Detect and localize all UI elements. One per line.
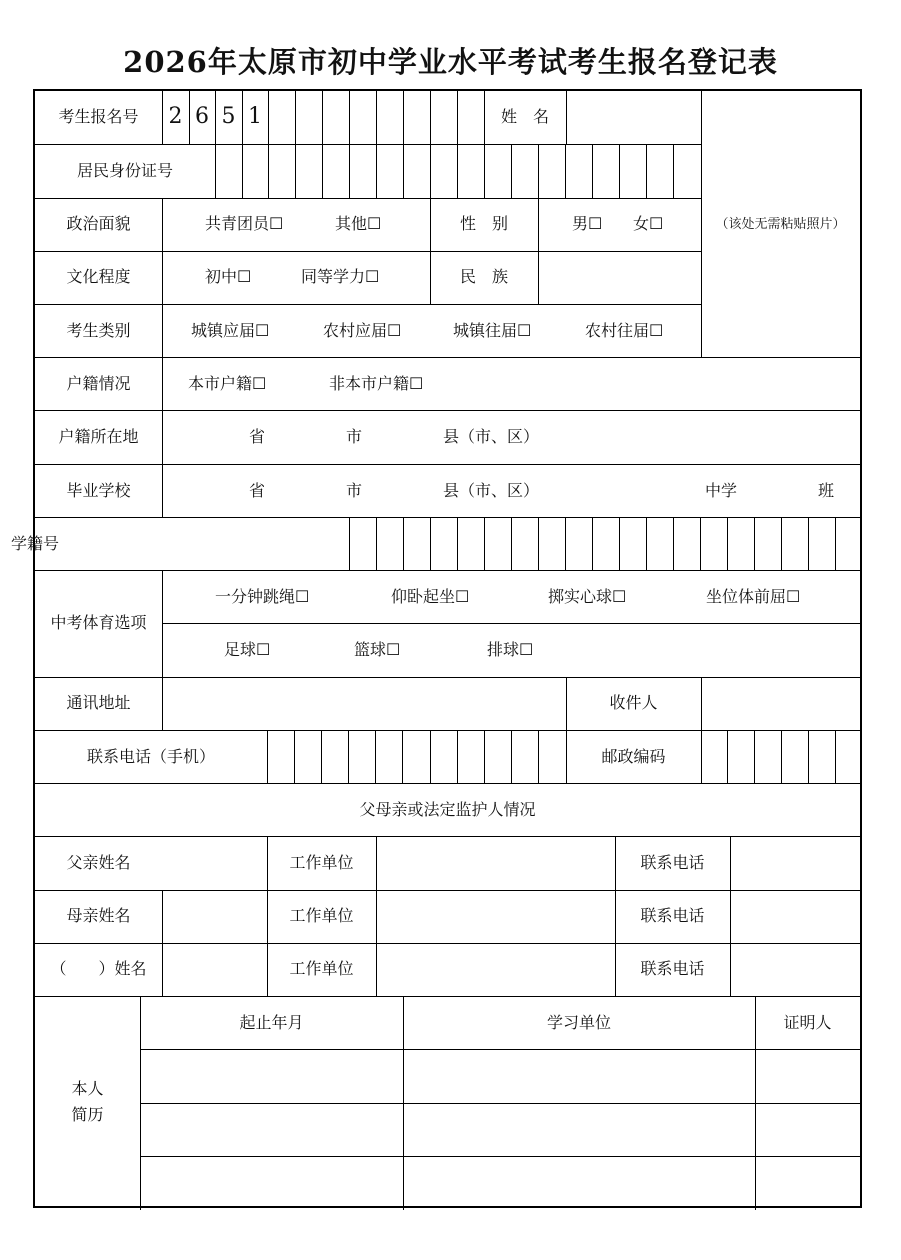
col-line: [162, 570, 163, 730]
col-line: [376, 144, 377, 198]
other-guardian-work-label: 工作单位: [289, 959, 354, 978]
col-line: [484, 517, 485, 570]
hukou-location-label: 户籍所在地: [58, 427, 139, 446]
ethnicity-label: 民 族: [459, 267, 508, 286]
col-line: [430, 91, 431, 144]
col-line: [673, 144, 674, 198]
id-number-label: 居民身份证号: [76, 161, 173, 180]
col-line: [566, 91, 567, 144]
reg-digit-2: 6: [195, 104, 209, 129]
col-line: [215, 144, 216, 198]
row-line: [35, 730, 860, 731]
other-guardian-phone-label: 联系电话: [640, 959, 705, 978]
col-line: [727, 517, 728, 570]
category-option-urban-previous[interactable]: 城镇往届☐: [453, 321, 532, 340]
col-line: [592, 517, 593, 570]
registration-form: [10, 89, 862, 1208]
pe-option-sit-ups[interactable]: 仰卧起坐☐: [391, 587, 470, 606]
col-line: [808, 730, 809, 783]
col-line: [835, 730, 836, 783]
father-work-label: 工作单位: [289, 853, 354, 872]
row-line: [35, 836, 860, 837]
hukou-city-suffix: 市: [346, 427, 363, 446]
col-line: [295, 144, 296, 198]
row-line: [35, 357, 860, 358]
col-line: [321, 730, 322, 783]
col-line: [294, 730, 295, 783]
col-line: [322, 144, 323, 198]
col-line: [754, 517, 755, 570]
col-line: [376, 836, 377, 996]
col-line: [403, 144, 404, 198]
address-label: 通讯地址: [66, 693, 131, 712]
row-line: [140, 1049, 860, 1050]
row-line: [162, 623, 860, 624]
col-line: [754, 730, 755, 783]
col-line: [701, 730, 702, 783]
reg-number-label: 考生报名号: [58, 107, 139, 126]
row-line: [140, 1103, 860, 1104]
category-option-urban-current[interactable]: 城镇应届☐: [191, 321, 270, 340]
mother-phone-label: 联系电话: [640, 906, 705, 925]
resume-label-line2: 简历: [71, 1105, 104, 1124]
school-province-suffix: 省: [249, 481, 266, 500]
hukou-county-suffix: 县（市、区）: [443, 427, 540, 446]
category-option-rural-current[interactable]: 农村应届☐: [323, 321, 402, 340]
col-line: [781, 730, 782, 783]
political-option-other[interactable]: 其他☐: [335, 214, 382, 233]
col-line: [430, 144, 431, 198]
row-line: [35, 996, 860, 997]
col-line: [268, 144, 269, 198]
pe-option-volleyball[interactable]: 排球☐: [487, 640, 534, 659]
reg-digit-4: 1: [248, 104, 262, 129]
household-label: 户籍情况: [66, 374, 131, 393]
pe-options-label: 中考体育选项: [50, 613, 147, 632]
row-line: [35, 144, 701, 145]
col-line: [538, 517, 539, 570]
reg-digit-1: 2: [168, 104, 183, 129]
mother-name-label: 母亲姓名: [66, 906, 131, 925]
pe-option-rope-skipping[interactable]: 一分钟跳绳☐: [215, 587, 310, 606]
row-line: [35, 517, 860, 518]
guardian-section-header: 父母亲或法定监护人情况: [359, 800, 536, 819]
household-option-nonlocal[interactable]: 非本市户籍☐: [329, 374, 424, 393]
col-line: [457, 517, 458, 570]
recipient-label: 收件人: [609, 693, 658, 712]
row-line: [35, 464, 860, 465]
father-phone-label: 联系电话: [640, 853, 705, 872]
political-label: 政治面貌: [66, 214, 131, 233]
other-guardian-name-label: （ ）姓名: [50, 959, 147, 978]
political-option-league[interactable]: 共青团员☐: [205, 214, 284, 233]
col-line: [781, 517, 782, 570]
education-option-equivalent[interactable]: 同等学力☐: [301, 267, 380, 286]
hukou-province-suffix: 省: [249, 427, 266, 446]
row-line: [35, 677, 860, 678]
col-line: [430, 730, 431, 783]
form-title: 2026年太原市初中学业水平考试考生报名登记表: [123, 45, 778, 79]
col-line: [592, 144, 593, 198]
col-line: [538, 144, 539, 198]
col-line: [727, 730, 728, 783]
resume-period-header: 起止年月: [239, 1013, 304, 1032]
col-line: [511, 730, 512, 783]
col-line: [162, 410, 163, 517]
gender-label: 性 别: [459, 214, 508, 233]
col-line: [565, 144, 566, 198]
col-line: [835, 517, 836, 570]
col-line: [457, 144, 458, 198]
resume-witness-header: 证明人: [783, 1013, 832, 1032]
category-label: 考生类别: [66, 321, 131, 340]
school-middle-suffix: 中学: [705, 481, 738, 500]
household-option-local[interactable]: 本市户籍☐: [188, 374, 267, 393]
education-label: 文化程度: [66, 267, 131, 286]
col-line: [538, 730, 539, 783]
pe-option-football[interactable]: 足球☐: [224, 640, 271, 659]
school-label: 毕业学校: [66, 481, 131, 500]
col-line: [403, 517, 404, 570]
col-line: [457, 730, 458, 783]
row-line: [35, 570, 860, 571]
col-line: [511, 144, 512, 198]
col-line: [538, 198, 539, 304]
col-line: [730, 836, 731, 996]
category-option-rural-previous[interactable]: 农村往届☐: [585, 321, 664, 340]
school-city-suffix: 市: [346, 481, 363, 500]
col-line: [430, 517, 431, 570]
name-label: 姓 名: [500, 107, 549, 126]
row-line: [35, 304, 701, 305]
postcode-label: 邮政编码: [601, 747, 666, 766]
school-county-suffix: 县（市、区）: [443, 481, 540, 500]
col-line: [402, 730, 403, 783]
resume-label-line1: 本人: [71, 1079, 104, 1098]
col-line: [484, 144, 485, 198]
education-option-junior[interactable]: 初中☐: [205, 267, 252, 286]
father-name-label: 父亲姓名: [66, 853, 131, 872]
col-line: [484, 730, 485, 783]
col-line: [403, 91, 404, 144]
col-line: [376, 517, 377, 570]
col-line: [565, 517, 566, 570]
col-line: [701, 677, 702, 730]
col-line: [376, 91, 377, 144]
col-line: [349, 144, 350, 198]
pe-option-sit-and-reach[interactable]: 坐位体前屈☐: [706, 587, 801, 606]
gender-option-male[interactable]: 男☐: [572, 214, 603, 233]
col-line: [375, 730, 376, 783]
col-line: [322, 91, 323, 144]
col-line: [295, 91, 296, 144]
row-line: [140, 1156, 860, 1157]
pe-option-medicine-ball[interactable]: 掷实心球☐: [548, 587, 627, 606]
school-class-suffix: 班: [818, 481, 835, 500]
reg-digit-3: 5: [221, 104, 236, 129]
row-line: [35, 251, 701, 252]
col-line: [619, 144, 620, 198]
col-line: [646, 144, 647, 198]
col-line: [267, 730, 268, 783]
col-line: [511, 517, 512, 570]
col-line: [457, 91, 458, 144]
photo-note: （该处无需粘贴照片）: [715, 217, 846, 232]
col-line: [700, 517, 701, 570]
col-line: [162, 890, 163, 996]
gender-option-female[interactable]: 女☐: [633, 214, 664, 233]
mobile-phone-label: 联系电话（手机）: [86, 747, 215, 766]
row-line: [35, 410, 860, 411]
row-line: [35, 890, 860, 891]
row-line: [35, 198, 701, 199]
row-line: [35, 943, 860, 944]
mother-work-label: 工作单位: [289, 906, 354, 925]
col-line: [348, 730, 349, 783]
col-line: [349, 91, 350, 144]
pe-option-basketball[interactable]: 篮球☐: [354, 640, 401, 659]
col-line: [242, 144, 243, 198]
col-line: [673, 517, 674, 570]
col-line: [268, 91, 269, 144]
col-line: [162, 198, 163, 410]
student-number-label: 学籍号: [10, 534, 59, 553]
col-line: [808, 517, 809, 570]
resume-unit-header: 学习单位: [546, 1013, 611, 1032]
col-line: [349, 517, 350, 570]
col-line: [646, 517, 647, 570]
col-line: [619, 517, 620, 570]
row-line: [35, 783, 860, 784]
